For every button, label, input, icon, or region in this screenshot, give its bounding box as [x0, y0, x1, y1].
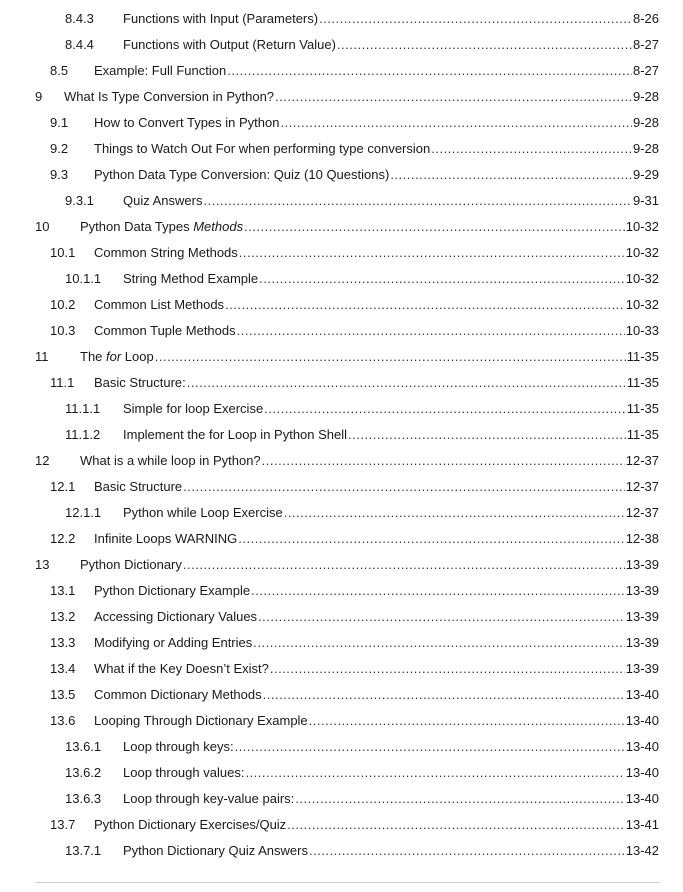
toc-entry-title[interactable]: Looping Through Dictionary Example — [94, 713, 308, 728]
toc-entry[interactable] — [0, 448, 683, 474]
toc-entry-title[interactable]: Example: Full Function — [94, 63, 227, 78]
toc-dot-leader — [263, 682, 625, 708]
toc-entry-line — [123, 422, 659, 448]
toc-entry-title[interactable]: Implement the for Loop in Python Shell — [123, 427, 348, 442]
toc-entry[interactable] — [0, 266, 683, 292]
toc-entry[interactable] — [0, 162, 683, 188]
toc-entry-line — [94, 370, 659, 396]
toc-entry-page-number[interactable]: 12-38 — [625, 531, 659, 546]
toc-dot-leader — [275, 84, 632, 110]
toc-entry-line — [94, 682, 659, 708]
toc-entry-page-number[interactable]: 12-37 — [625, 453, 659, 468]
toc-entry-number: 13.6.2 — [65, 765, 102, 780]
toc-entry-page-number[interactable]: 13-40 — [625, 687, 659, 702]
toc-entry-line — [123, 500, 659, 526]
toc-dot-leader — [203, 188, 631, 214]
toc-entry[interactable] — [0, 786, 683, 812]
toc-entry-page-number[interactable]: 10-32 — [625, 245, 659, 260]
toc-entry-page-number[interactable]: 11-35 — [626, 427, 659, 442]
toc-entry[interactable] — [0, 32, 683, 58]
toc-entry-title[interactable] — [80, 214, 243, 240]
toc-entry-title-emphasis: for — [106, 349, 122, 364]
toc-entry-page-number[interactable]: 10-32 — [625, 219, 659, 234]
toc-dot-leader — [245, 760, 624, 786]
toc-entry-title[interactable]: Loop through values: — [123, 765, 245, 780]
toc-entry[interactable] — [0, 578, 683, 604]
toc-entry-page-number[interactable]: 13-39 — [625, 609, 659, 624]
toc-entry[interactable] — [0, 370, 683, 396]
toc-entry-number: 9.3.1 — [65, 193, 94, 208]
toc-entry-line — [80, 552, 659, 578]
toc-entry-page-number[interactable]: 12-37 — [625, 479, 659, 494]
toc-entry-line — [94, 656, 659, 682]
toc-entry-number: 10.3 — [50, 323, 76, 338]
toc-entry-title[interactable]: Functions with Input (Parameters) — [123, 11, 319, 26]
toc-entry-number: 9.2 — [50, 141, 69, 156]
toc-entry[interactable] — [0, 604, 683, 630]
toc-entry-number: 13.2 — [50, 609, 76, 624]
toc-entry-page-number[interactable]: 9-31 — [632, 193, 659, 208]
toc-entry-number: 13.6 — [50, 713, 76, 728]
toc-entry-line — [94, 292, 659, 318]
toc-entry[interactable] — [0, 630, 683, 656]
toc-entry-line — [123, 838, 659, 864]
toc-entry-number: 10.1 — [50, 245, 76, 260]
toc-entry-number: 8.4.3 — [65, 11, 94, 26]
toc-dot-leader — [309, 708, 625, 734]
toc-entry-number: 9 — [35, 89, 43, 104]
toc-entry-page-number[interactable]: 9-28 — [632, 141, 659, 156]
toc-entry-line — [94, 578, 659, 604]
toc-dot-leader — [183, 474, 625, 500]
toc-dot-leader — [253, 630, 624, 656]
toc-entry-line — [94, 110, 659, 136]
toc-entry-line — [64, 84, 659, 110]
toc-entry[interactable] — [0, 318, 683, 344]
table-of-contents — [0, 6, 683, 864]
toc-entry-page-number[interactable]: 11-35 — [626, 375, 659, 390]
toc-entry-number: 12.1.1 — [65, 505, 102, 520]
toc-entry-line — [123, 266, 659, 292]
toc-entry-line — [123, 32, 659, 58]
toc-dot-leader — [319, 6, 632, 32]
toc-entry-number: 11.1 — [50, 375, 75, 390]
toc-entry-title-text: The — [80, 349, 107, 364]
toc-entry-page-number[interactable]: 13-39 — [625, 635, 659, 650]
toc-entry[interactable] — [0, 240, 683, 266]
toc-entry-line — [94, 318, 659, 344]
toc-entry-number: 13.6.1 — [65, 739, 102, 754]
toc-entry-title[interactable]: Python Dictionary Example — [94, 583, 251, 598]
toc-entry-number: 11.1.1 — [65, 401, 101, 416]
toc-dot-leader — [259, 266, 625, 292]
toc-entry-number: 11.1.2 — [65, 427, 101, 442]
toc-dot-leader — [284, 500, 625, 526]
toc-entry-title[interactable]: Loop through key-value pairs: — [123, 791, 295, 806]
toc-entry-page-number[interactable]: 12-37 — [625, 505, 659, 520]
toc-entry-line — [94, 474, 659, 500]
page-footer-rule — [35, 882, 660, 883]
toc-entry-title[interactable]: Accessing Dictionary Values — [94, 609, 258, 624]
toc-entry[interactable] — [0, 682, 683, 708]
toc-entry-number: 13.4 — [50, 661, 76, 676]
toc-entry-page-number[interactable]: 10-33 — [625, 323, 659, 338]
toc-entry[interactable] — [0, 812, 683, 838]
toc-entry-number: 8.4.4 — [65, 37, 94, 52]
toc-entry-number: 12 — [35, 453, 50, 468]
toc-entry-number: 12.1 — [50, 479, 76, 494]
toc-entry-page-number[interactable]: 10-32 — [625, 297, 659, 312]
toc-dot-leader — [337, 32, 632, 58]
toc-entry-number: 13.7.1 — [65, 843, 102, 858]
toc-entry-number: 13.3 — [50, 635, 76, 650]
toc-entry-number: 13.6.3 — [65, 791, 102, 806]
toc-dot-leader — [431, 136, 632, 162]
toc-entry-line — [80, 344, 659, 370]
toc-entry-page-number[interactable]: 13-41 — [625, 817, 659, 832]
toc-entry-number: 11 — [35, 349, 49, 364]
toc-entry-title[interactable]: How to Convert Types in Python — [94, 115, 280, 130]
toc-entry-line — [80, 448, 659, 474]
toc-entry-line — [123, 786, 659, 812]
toc-entry-title[interactable] — [80, 344, 154, 370]
toc-entry-line — [94, 136, 659, 162]
toc-entry-title[interactable]: Loop through keys: — [123, 739, 234, 754]
toc-entry-line — [123, 6, 659, 32]
toc-entry-title[interactable]: Python while Loop Exercise — [123, 505, 283, 520]
toc-entry-page-number[interactable]: 13-42 — [625, 843, 659, 858]
toc-dot-leader — [264, 396, 626, 422]
toc-dot-leader — [287, 812, 625, 838]
toc-dot-leader — [258, 604, 625, 630]
toc-dot-leader — [280, 110, 632, 136]
toc-entry-line — [94, 58, 659, 84]
toc-entry[interactable] — [0, 552, 683, 578]
toc-entry-title[interactable]: Python Data Type Conversion: Quiz (10 Questions) — [94, 167, 390, 182]
toc-entry-line — [123, 396, 659, 422]
toc-dot-leader — [225, 292, 625, 318]
toc-entry-number: 13.5 — [50, 687, 76, 702]
toc-entry-title[interactable]: What Is Type Conversion in Python? — [64, 89, 275, 104]
toc-dot-leader — [244, 214, 625, 240]
toc-entry-number: 13.1 — [50, 583, 76, 598]
toc-entry-page-number[interactable]: 8-27 — [632, 37, 659, 52]
toc-dot-leader — [238, 526, 624, 552]
toc-entry[interactable] — [0, 188, 683, 214]
toc-entry[interactable] — [0, 474, 683, 500]
toc-entry-title[interactable]: Common Dictionary Methods — [94, 687, 262, 702]
toc-dot-leader — [237, 318, 625, 344]
toc-dot-leader — [239, 240, 625, 266]
toc-entry-title[interactable]: Modifying or Adding Entries — [94, 635, 253, 650]
toc-entry-title[interactable]: Things to Watch Out For when performing type conversion — [94, 141, 431, 156]
toc-entry-title[interactable]: Functions with Output (Return Value) — [123, 37, 336, 52]
toc-entry-line — [123, 734, 659, 760]
toc-entry-number: 10 — [35, 219, 50, 234]
toc-entry-number: 13.7 — [50, 817, 76, 832]
toc-entry-title[interactable]: Simple for loop Exercise — [123, 401, 264, 416]
toc-entry-line — [80, 214, 659, 240]
toc-entry-title[interactable]: Python Dictionary — [80, 557, 182, 572]
toc-entry-number: 8.5 — [50, 63, 69, 78]
toc-entry-number: 10.1.1 — [65, 271, 102, 286]
toc-entry-title[interactable]: Python Dictionary Exercises/Quiz — [94, 817, 287, 832]
toc-entry-title-text: Python Data Types — [80, 219, 194, 234]
toc-entry[interactable] — [0, 344, 683, 370]
toc-entry-line — [123, 760, 659, 786]
toc-entry-page-number[interactable]: 9-28 — [632, 115, 659, 130]
toc-dot-leader — [235, 734, 625, 760]
toc-dot-leader — [390, 162, 632, 188]
toc-entry[interactable] — [0, 84, 683, 110]
toc-entry[interactable] — [0, 656, 683, 682]
toc-entry-page-number[interactable]: 13-40 — [625, 739, 659, 754]
toc-entry-title[interactable]: Basic Structure: — [94, 375, 186, 390]
toc-entry[interactable] — [0, 526, 683, 552]
toc-entry[interactable] — [0, 396, 683, 422]
toc-entry-page-number[interactable]: 11-35 — [626, 401, 659, 416]
toc-entry-title-emphasis: Methods — [193, 219, 244, 234]
toc-entry-title[interactable]: Basic Structure — [94, 479, 183, 494]
toc-entry-line — [94, 162, 659, 188]
toc-entry-page-number[interactable]: 11-35 — [626, 349, 659, 364]
toc-entry[interactable] — [0, 58, 683, 84]
toc-entry-page-number[interactable]: 13-40 — [625, 791, 659, 806]
toc-dot-leader — [309, 838, 625, 864]
toc-entry-page-number[interactable]: 9-29 — [632, 167, 659, 182]
toc-dot-leader — [295, 786, 624, 812]
toc-dot-leader — [348, 422, 626, 448]
toc-entry[interactable] — [0, 734, 683, 760]
toc-entry-title[interactable]: Infinite Loops WARNING — [94, 531, 238, 546]
toc-entry-title[interactable]: Common String Methods — [94, 245, 238, 260]
toc-entry[interactable] — [0, 6, 683, 32]
toc-entry-page-number[interactable]: 13-39 — [625, 583, 659, 598]
toc-entry-line — [123, 188, 659, 214]
toc-entry-line — [94, 630, 659, 656]
toc-entry-page-number[interactable]: 13-39 — [625, 661, 659, 676]
toc-entry[interactable] — [0, 110, 683, 136]
toc-entry-number: 9.1 — [50, 115, 69, 130]
toc-entry-title[interactable]: What if the Key Doesn’t Exist? — [94, 661, 269, 676]
toc-entry-line — [94, 240, 659, 266]
toc-dot-leader — [251, 578, 625, 604]
toc-entry-number: 12.2 — [50, 531, 76, 546]
toc-entry-title[interactable]: String Method Example — [123, 271, 259, 286]
toc-entry-title[interactable]: Common Tuple Methods — [94, 323, 236, 338]
toc-entry-line — [94, 812, 659, 838]
toc-dot-leader — [187, 370, 626, 396]
toc-dot-leader — [262, 448, 625, 474]
toc-dot-leader — [183, 552, 625, 578]
toc-entry[interactable] — [0, 214, 683, 240]
toc-entry[interactable] — [0, 136, 683, 162]
toc-entry-page-number[interactable]: 10-32 — [625, 271, 659, 286]
toc-entry-page-number[interactable]: 9-28 — [632, 89, 659, 104]
toc-dot-leader — [227, 58, 632, 84]
toc-entry-line — [94, 604, 659, 630]
toc-entry-title[interactable]: Quiz Answers — [123, 193, 203, 208]
toc-dot-leader — [270, 656, 625, 682]
toc-entry-number: 9.3 — [50, 167, 69, 182]
toc-entry-page-number[interactable]: 8-26 — [632, 11, 659, 26]
toc-dot-leader — [155, 344, 626, 370]
toc-entry-title[interactable]: Common List Methods — [94, 297, 225, 312]
toc-entry[interactable] — [0, 500, 683, 526]
toc-entry-line — [94, 526, 659, 552]
toc-entry[interactable] — [0, 760, 683, 786]
toc-entry-number: 10.2 — [50, 297, 76, 312]
toc-entry-line — [94, 708, 659, 734]
toc-entry-title[interactable]: What is a while loop in Python? — [80, 453, 261, 468]
toc-entry-page-number[interactable]: 8-27 — [632, 63, 659, 78]
toc-entry-title-text: Loop — [121, 349, 154, 364]
toc-entry[interactable] — [0, 422, 683, 448]
toc-entry-page-number[interactable]: 13-40 — [625, 765, 659, 780]
toc-entry-page-number[interactable]: 13-40 — [625, 713, 659, 728]
toc-entry[interactable] — [0, 292, 683, 318]
toc-entry-page-number[interactable]: 13-39 — [625, 557, 659, 572]
toc-entry-number: 13 — [35, 557, 50, 572]
toc-entry[interactable] — [0, 838, 683, 864]
toc-entry[interactable] — [0, 708, 683, 734]
toc-entry-title[interactable]: Python Dictionary Quiz Answers — [123, 843, 308, 858]
